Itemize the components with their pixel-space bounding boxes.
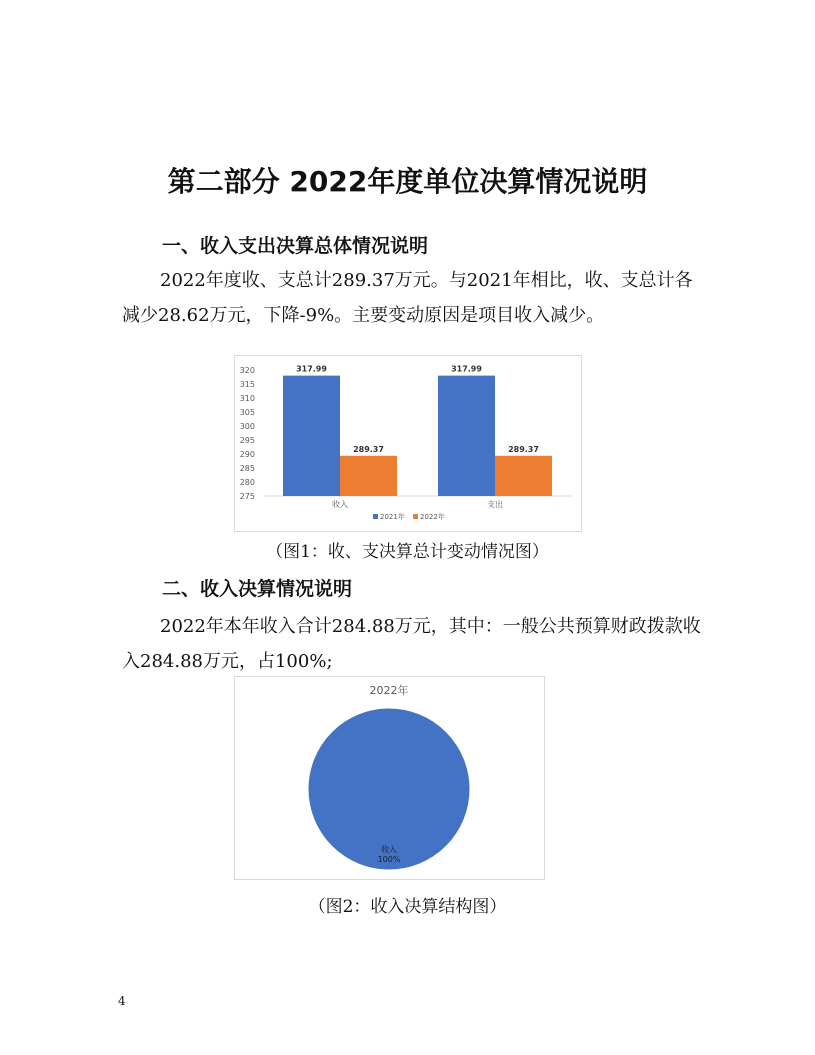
section-heading-income: 二、收入决算情况说明 xyxy=(162,578,353,600)
y-tick-label: 315 xyxy=(239,380,255,389)
section-paragraph-income-expense: 2022年度收、支总计289.37万元。与2021年相比，收、支总计各减少28.62万元，下降-9%。主要变动原因是项目收入减少。 xyxy=(122,270,693,326)
page-number: 4 xyxy=(118,994,126,1008)
pie-chart xyxy=(235,677,544,879)
section-heading-income-expense: 一、收入支出决算总体情况说明 xyxy=(162,235,429,257)
legend-label: 2022年 xyxy=(420,513,445,521)
y-tick-label: 305 xyxy=(239,408,255,417)
bar-data-label: 289.37 xyxy=(508,444,539,454)
bar-0-0 xyxy=(283,376,340,496)
x-tick-label: 支出 xyxy=(487,500,503,509)
bar-chart xyxy=(235,356,581,531)
pie-slice-percent: 100% xyxy=(377,855,401,864)
bar-chart-container xyxy=(234,355,582,532)
y-tick-label: 320 xyxy=(239,366,255,375)
y-tick-label: 280 xyxy=(239,478,255,487)
figure2-caption: （图2：收入决算结构图） xyxy=(308,897,507,917)
bar-1-0 xyxy=(438,376,495,496)
section-paragraph-income: 2022年本年收入合计284.88万元，其中：一般公共预算财政拨款收入284.88万元，占100%; xyxy=(122,616,701,672)
legend-label: 2021年 xyxy=(380,513,405,521)
y-tick-label: 295 xyxy=(239,436,255,445)
pie-slice-label: 收入 xyxy=(381,845,397,854)
legend-swatch xyxy=(413,514,418,519)
figure1-caption: （图1：收、支决算总计变动情况图） xyxy=(266,542,549,562)
bar-data-label: 289.37 xyxy=(353,444,384,454)
bar-1-1 xyxy=(495,456,552,496)
y-tick-label: 275 xyxy=(239,492,255,501)
bar-data-label: 317.99 xyxy=(296,364,327,374)
legend-swatch xyxy=(373,514,378,519)
page-title: 第二部分 2022年度单位决算情况说明 xyxy=(167,165,648,198)
y-tick-label: 300 xyxy=(239,422,255,431)
bar-0-1 xyxy=(340,456,397,496)
y-tick-label: 290 xyxy=(239,450,255,459)
y-tick-label: 310 xyxy=(239,394,255,403)
x-tick-label: 收入 xyxy=(332,500,348,509)
bar-data-label: 317.99 xyxy=(451,364,482,374)
pie-chart-container xyxy=(234,676,545,880)
y-tick-label: 285 xyxy=(239,464,255,473)
pie-title: 2022年 xyxy=(369,684,409,697)
